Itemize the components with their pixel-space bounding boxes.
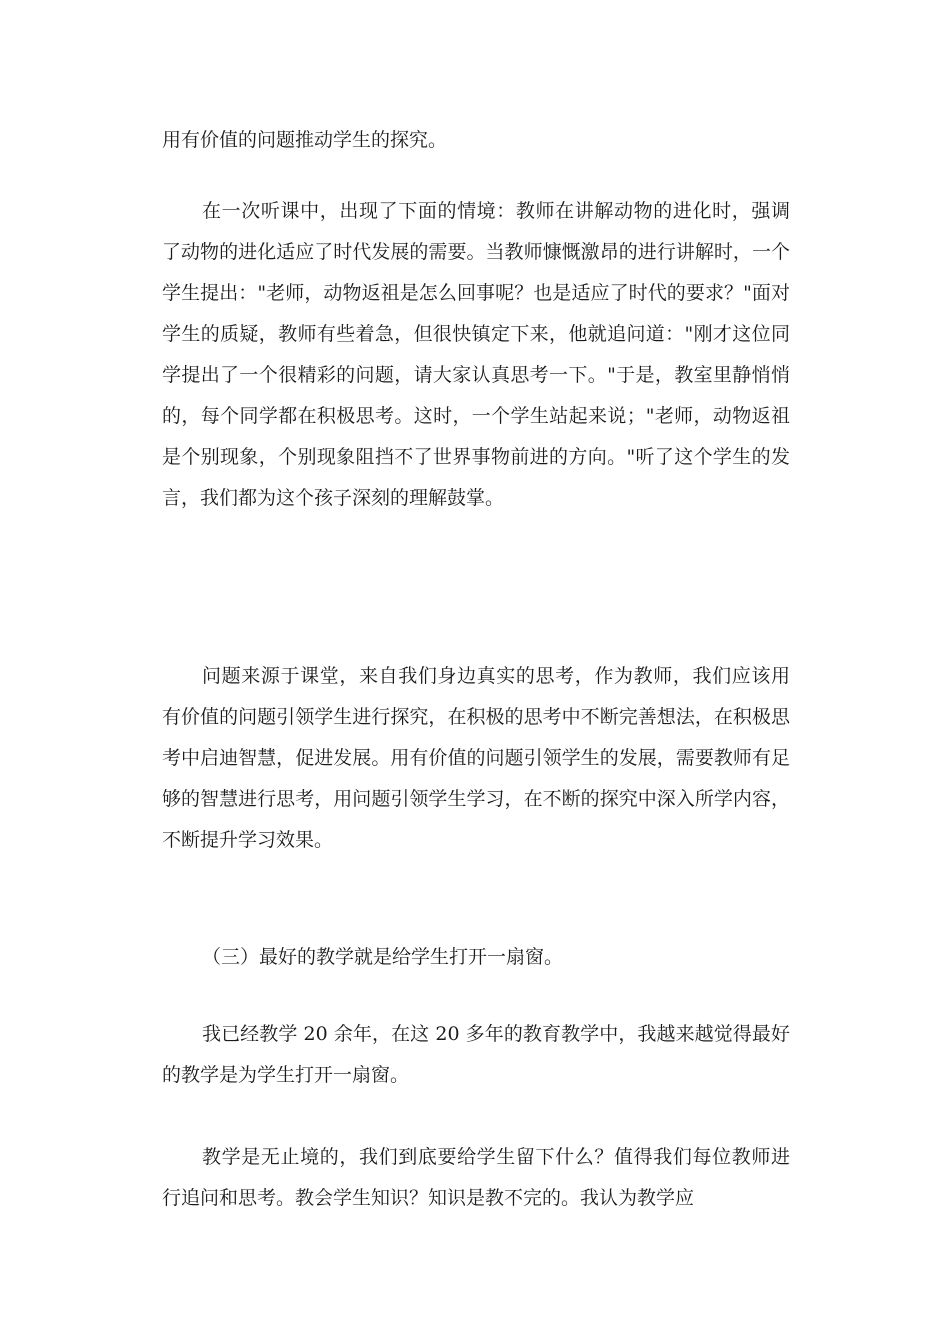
paragraph-teaching-years: 我已经教学 20 余年，在这 20 多年的教育教学中，我越来越觉得最好的教学是为学生打开一扇窗。 [162,1023,790,1086]
paragraph-classroom-story: 在一次听课中，出现了下面的情境：教师在讲解动物的进化时，强调了动物的进化适应了时代发展的需要。当教师慷慨激昂的进行讲解时，一个学生提出："老师，动物返祖是怎么回事呢？也是适应了时代的要求？"面对学生的质疑，教师有些着急，但很快镇定下来，他就追问道："刚才这位同学提出了一个很精彩的问题，请大家认真思考一下。"于是，教室里静悄悄的，每个同学都在积极思考。这时，一个学生站起来说；"老师，动物返祖是个别现象，个别现象阻挡不了世界事物前进的方向。"听了这个学生的发言，我们都为这个孩子深刻的理解鼓掌。 [162,200,790,509]
section-heading: （三）最好的教学就是给学生打开一扇窗。 [202,946,564,968]
paragraph-continuation: 用有价值的问题推动学生的探究。 [162,129,448,151]
paragraph-question-source: 问题来源于课堂，来自我们身边真实的思考，作为教师，我们应该用有价值的问题引领学生进行探究，在积极的思考中不断完善想法，在积极思考中启迪智慧，促进发展。用有价值的问题引领学生的发展，需要教师有足够的智慧进行思考，用问题引领学生学习，在不断的探究中深入所学内容，不断提升学习效果。 [162,665,790,851]
paragraph-teaching-endless: 教学是无止境的，我们到底要给学生留下什么？值得我们每位教师进行追问和思考。教会学生知识？知识是教不完的。我认为教学应 [162,1146,790,1209]
